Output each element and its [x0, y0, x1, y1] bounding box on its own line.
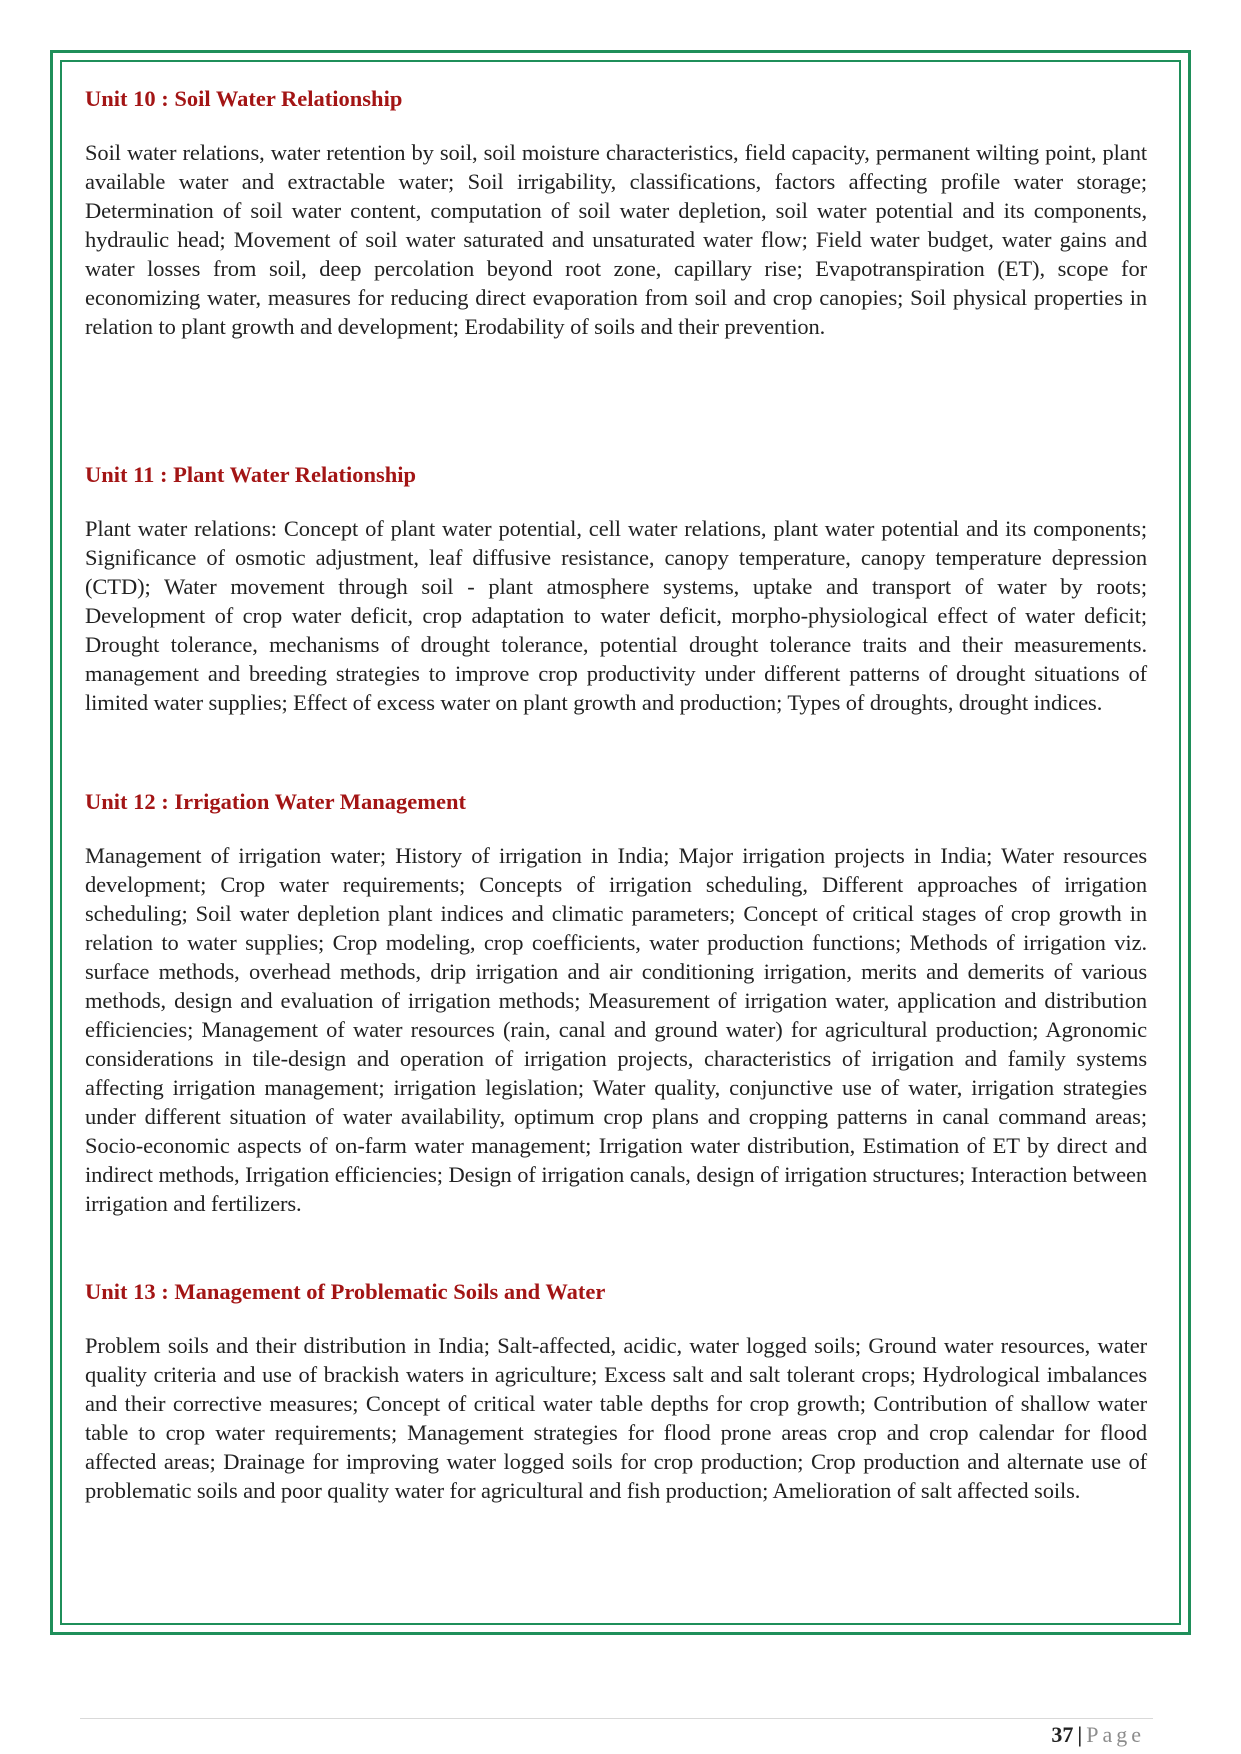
unit-body: Problem soils and their distribution in India; Salt-affected, acidic, water logged soils; Ground water resources, water quality criteria and use of brackish waters in agriculture; Excess salt and salt tolerant crops; Hydrological imbalances and their corrective measures; Concept of critical water table depths for crop growth; Contribution of shallow water table to crop water requirements; Management strategies for flood prone areas crop and crop calendar for flood affected areas; Drainage for improving water logged soils for crop production; Crop production and alternate use of problematic soils and poor quality water for agricultural and fish production; Amelioration of salt affected soils. — [85, 1333, 1147, 1503]
page-label: Page — [1086, 1722, 1145, 1747]
unit-heading: Unit 13 : Management of Problematic Soils and Water — [85, 1279, 606, 1304]
unit-section — [85, 84, 1147, 341]
unit-heading: Unit 12 : Irrigation Water Management — [85, 789, 466, 814]
page-footer — [1051, 1722, 1145, 1748]
unit-section — [85, 1277, 1147, 1505]
unit-heading: Unit 10 : Soil Water Relationship — [85, 86, 403, 111]
unit-heading: Unit 11 : Plant Water Relationship — [85, 462, 417, 487]
unit-section — [85, 460, 1147, 717]
unit-section — [85, 787, 1147, 1218]
unit-body: Plant water relations: Concept of plant water potential, cell water relations, plant water potential and its components; Significance of osmotic adjustment, leaf diffusive resistance, canopy temperature, canopy temperature depression (CTD); Water movement through soil - plant atmosphere systems, uptake and transport of water by roots; Development of crop water deficit, crop adaptation to water deficit, morpho-physiological effect of water deficit; Drought tolerance, mechanisms of drought tolerance, potential drought tolerance traits and their measurements. management and breeding strategies to improve crop productivity under different patterns of drought situations of limited water supplies; Effect of excess water on plant growth and production; Types of droughts, drought indices. — [85, 516, 1147, 715]
footer-divider — [80, 1718, 1153, 1719]
page-separator: | — [1077, 1722, 1083, 1747]
unit-body: Management of irrigation water; History of irrigation in India; Major irrigation projects in India; Water resources development; Crop water requirements; Concepts of irrigation scheduling, Different approaches of irrigation scheduling; Soil water depletion plant indices and climatic parameters; Concept of critical stages of crop growth in relation to water supplies; Crop modeling, crop coefficients, water production functions; Methods of irrigation viz. surface methods, overhead methods, drip irrigation and air conditioning irrigation, merits and demerits of various methods, design and evaluation of irrigation methods; Measurement of irrigation water, application and distribution efficiencies; Management of water resources (rain, canal and ground water) for agricultural production; Agronomic considerations in tile-design and operation of irrigation projects, characteristics of irrigation and family systems affecting irrigation management; irrigation legislation; Water quality, conjunctive use of water, irrigation strategies under different situation of water availability, optimum crop plans and cropping patterns in canal command areas; Socio-economic aspects of on-farm water management; Irrigation water distribution, Estimation of ET by direct and indirect methods, Irrigation efficiencies; Design of irrigation canals, design of irrigation structures; Interaction between irrigation and fertilizers. — [85, 843, 1147, 1216]
unit-body: Soil water relations, water retention by soil, soil moisture characteristics, field capacity, permanent wilting point, plant available water and extractable water; Soil irrigability, classifications, factors affecting profile water storage; Determination of soil water content, computation of soil water depletion, soil water potential and its components, hydraulic head; Movement of soil water saturated and unsaturated water flow; Field water budget, water gains and water losses from soil, deep percolation beyond root zone, capillary rise; Evapotranspiration (ET), scope for economizing water, measures for reducing direct evaporation from soil and crop canopies; Soil physical properties in relation to plant growth and development; Erodability of soils and their prevention. — [85, 140, 1147, 339]
page-number: 37 — [1051, 1722, 1074, 1747]
